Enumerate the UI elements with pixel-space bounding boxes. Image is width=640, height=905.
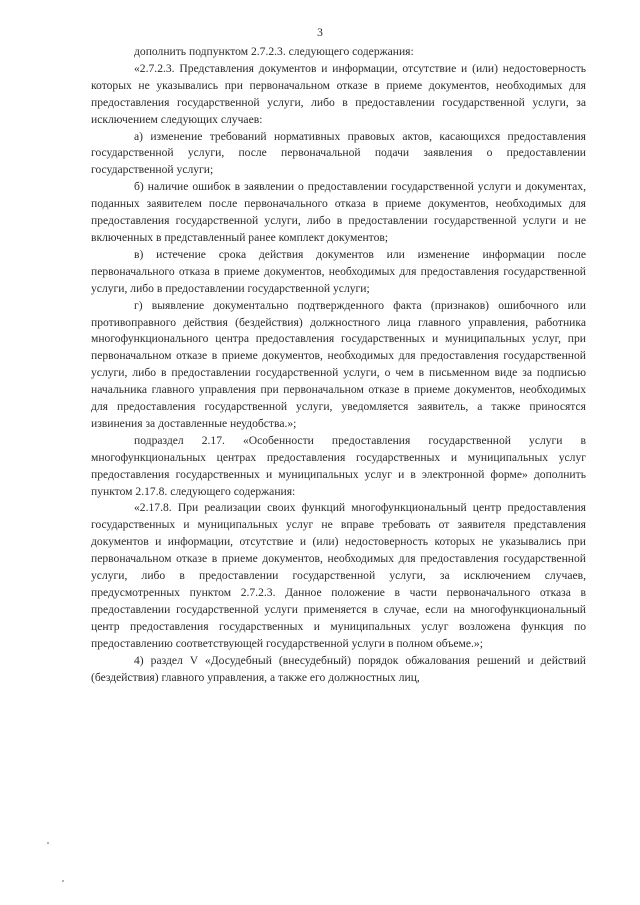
paragraph-section-v: 4) раздел V «Досудебный (внесудебный) порядок обжалования решений и действий (бездействия) главного управления, а также его должностных лиц, [91, 653, 586, 684]
paragraph-item-v: в) истечение срока действия документов или изменение информации после первоначального отказа в приеме документов, необходимых для предоставления государственной услуги, либо в предоставлении государственной услуги; [91, 247, 586, 295]
paragraph-subsection-2-17: подраздел 2.17. «Особенности предоставления государственной услуги в многофункциональных центрах предоставления государственных и муниципальных услуг предоставления государственных и муниципальных услуг и в электронной форме» дополнить пунктом 2.17.8. следующего содержания: [91, 433, 586, 498]
paragraph-2-17-8: «2.17.8. При реализации своих функций многофункциональный центр предоставления государственных и муниципальных услуг не вправе требовать от заявителя представления документов и информации, отсутствие и (или) недостоверность которых не указывались при первоначальном отказе в приеме документов, необходимых для предоставления государственной услуги, либо в предоставлении государственной услуги, за исключением случаев, предусмотренных пунктом 2.7.2.3. Данное положение в части первоначального отказа в предоставлении государственной услуги применяется в случае, если на многофункциональный центр предоставления государственных и муниципальных услуг возложена функция по предоставлению соответствующей государственной услуги в полном объеме.»; [91, 501, 586, 650]
page-number: 3 [317, 27, 323, 39]
scan-speck [47, 842, 49, 844]
paragraph-item-a: а) изменение требований нормативных правовых актов, касающихся предоставления государственной услуги, после первоначальной подачи заявления о предоставлении государственной услуги; [91, 129, 586, 177]
paragraph-2-7-2-3: «2.7.2.3. Представления документов и информации, отсутствие и (или) недостоверность которых не указывались при первоначальном отказе в приеме документов, необходимых для предоставления государственной услуги, либо в предоставлении государственной услуги, за исключением следующих случаев: [91, 61, 586, 126]
paragraph-item-g: г) выявление документально подтвержденного факта (признаков) ошибочного или противоправного действия (бездействия) должностного лица главного управления, работника многофункционального центра предоставления государственных и муниципальных услуг, при первоначальном отказе в приеме документов, необходимых для предоставления государственной услуги, либо в предоставлении государственной услуги, о чем в письменном виде за подписью начальника главного управления при первоначальном отказе в приеме документов, необходимых для предоставления государственной услуги, уведомляется заявитель, а также приносятся извинения за доставленные неудобства.»; [91, 298, 586, 430]
scan-speck [62, 880, 64, 882]
paragraph-item-b: б) наличие ошибок в заявлении о предоставлении государственной услуги и документах, поданных заявителем после первоначального отказа в приеме документов, необходимых для предоставления государственной услуги, либо в предоставлении государственной услуги и не включенных в представленный ранее комплект документов; [91, 180, 586, 244]
paragraph-intro: дополнить подпунктом 2.7.2.3. следующего содержания: [134, 45, 414, 58]
document-body [91, 44, 586, 686]
